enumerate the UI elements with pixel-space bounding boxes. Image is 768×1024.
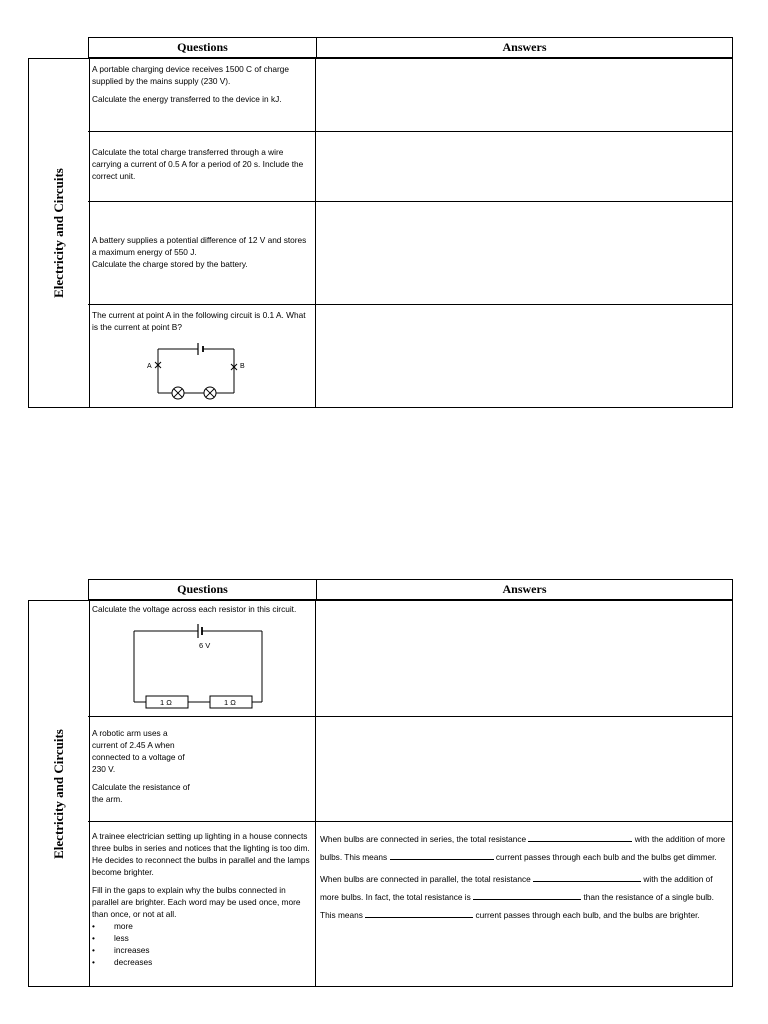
blank-parallel-comparison[interactable] [473,889,581,900]
series-text-1: When bulbs are connected in series, the total resistance [320,834,527,844]
table-row [88,131,732,201]
question-cell [88,601,316,716]
point-b-label: B [240,363,245,370]
question-text: The current at point A in the following circuit is 0.1 A. What is the current at point B? [92,310,306,332]
question-instruction: Fill in the gaps to explain why the bulbs connected in parallel are brighter. Each word may be used once, more than once, or not at all. [92,885,301,919]
resistor-circuit-diagram [132,621,272,713]
questions-header: Questions [89,580,317,599]
questions-header: Questions [89,38,317,57]
answer-cell[interactable] [316,202,732,304]
answer-cell[interactable] [316,59,732,131]
blank-parallel-resistance[interactable] [533,871,641,882]
parallel-text-3: than the resistance of a single bulb. This means [320,892,714,920]
table-header [88,579,732,600]
answer-cell[interactable] [316,305,732,407]
series-circuit-diagram [140,339,250,401]
parallel-text-1: When bulbs are connected in parallel, the total resistance [320,874,531,884]
table-row [88,304,732,407]
question-text: Calculate the voltage across each resistor in this circuit. [92,604,297,614]
answer-cell[interactable] [316,132,732,201]
answer-cell[interactable] [316,601,732,716]
word-bank-item: • decreases [92,956,311,968]
question-instruction: Calculate the resistance of the arm. [92,782,190,804]
word-bank-item: • increases [92,944,311,956]
parallel-text-4: current passes through each bulb, and the bulbs are brighter. [475,910,700,920]
topic-sidebar [28,600,90,986]
answer-cell [316,822,732,986]
table-row [88,58,732,131]
question-text: Calculate the total charge transferred through a wire carrying a current of 0.5 A for a period of 20 s. Include the correct unit. [92,147,304,181]
blank-series-resistance[interactable] [528,831,632,842]
point-a-label: A [147,363,152,370]
blank-parallel-current[interactable] [365,907,473,918]
question-cell [88,305,316,407]
question-table-2 [28,579,733,987]
resistor-2-label: 1 Ω [224,698,236,707]
question-cell [88,202,316,304]
question-cell [88,822,316,986]
question-cell [88,59,316,131]
question-text: A trainee electrician setting up lighting in a house connects three bulbs in series and notices that the lighting is too dim. He decides to reconnect the bulbs in parallel and the lamps become brighter. [92,831,310,877]
parallel-paragraph [320,870,728,924]
question-text: A robotic arm uses a current of 2.45 A when connected to a voltage of 230 V. [92,728,185,774]
table-row [88,821,732,986]
answer-cell[interactable] [316,717,732,821]
series-paragraph [320,830,728,866]
table-row [88,201,732,304]
parallel-text-2: with the addition of more bulbs. In fact, the total resistance is [320,874,713,902]
question-instruction: Calculate the energy transferred to the device in kJ. [92,94,282,104]
table-row [88,600,732,716]
question-instruction: Calculate the charge stored by the battery. [92,259,248,269]
table-row [88,716,732,821]
question-text: A battery supplies a potential difference of 12 V and stores a maximum energy of 550 J. [92,235,307,257]
blank-series-current[interactable] [390,849,494,860]
topic-label: Electricity and Circuits [51,728,66,859]
word-bank-item: • more [92,920,311,932]
answers-header: Answers [502,582,547,596]
question-cell [88,717,316,821]
series-text-3: current passes through each bulb and the bulbs get dimmer. [495,852,717,862]
resistor-1-label: 1 Ω [160,698,172,707]
question-table-1 [28,37,733,408]
answers-header: Answers [502,40,547,54]
voltage-label: 6 V [199,641,211,650]
topic-sidebar [28,58,90,407]
series-text-2: with the addition of more bulbs. This means [320,834,726,862]
word-bank [92,920,311,968]
topic-label: Electricity and Circuits [51,168,66,298]
word-bank-item: • less [92,932,311,944]
question-text: A portable charging device receives 1500 C of charge supplied by the mains supply (230 V). [92,64,289,86]
table-header [88,37,732,58]
question-cell [88,132,316,201]
